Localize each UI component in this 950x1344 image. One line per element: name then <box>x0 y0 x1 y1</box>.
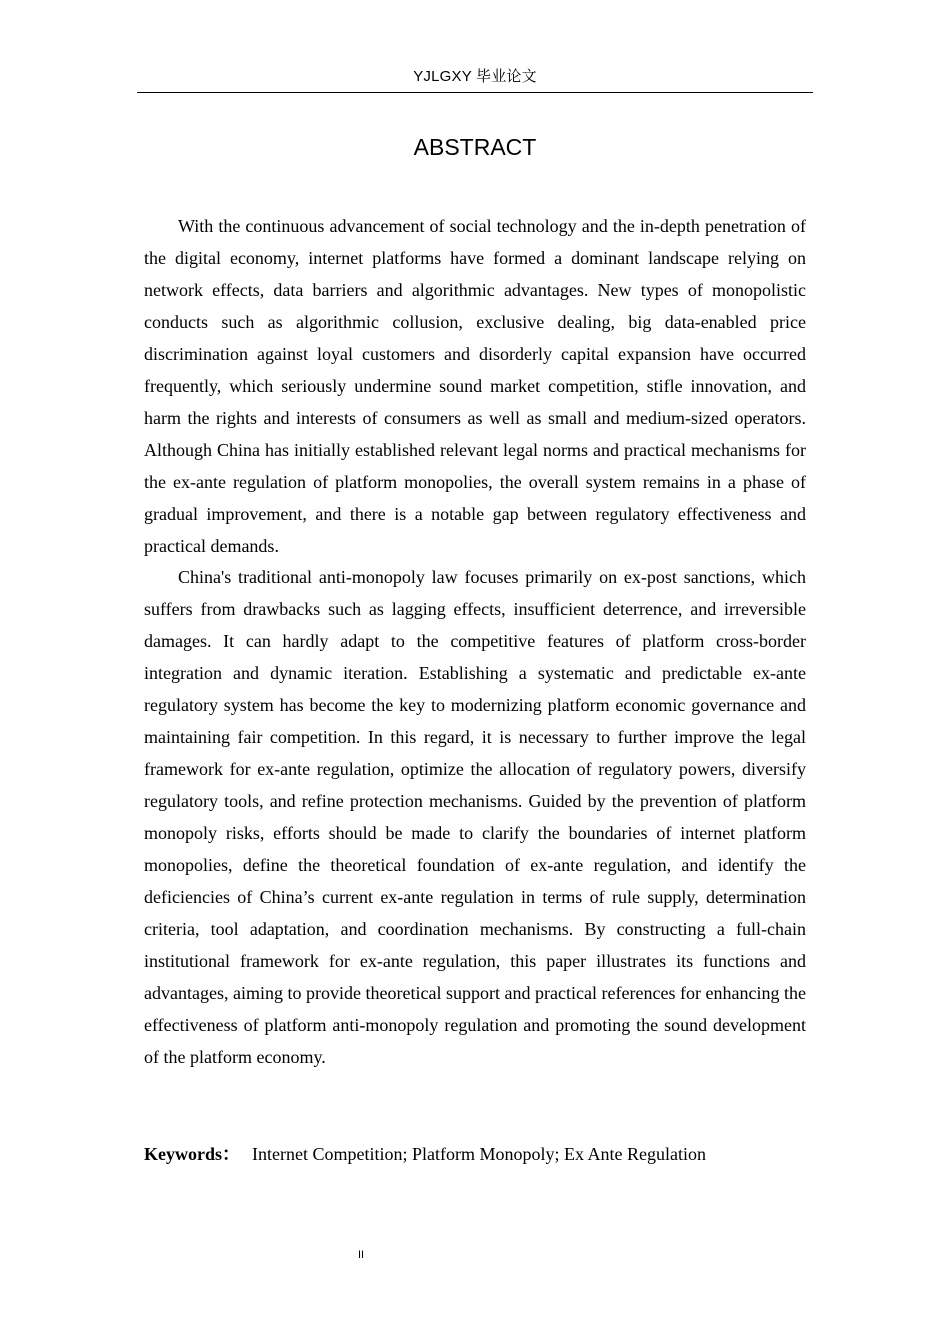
abstract-body <box>144 211 806 1074</box>
abstract-paragraph: China's traditional anti-monopoly law focuses primarily on ex-post sanctions, which suffers from drawbacks such as lagging effects, insufficient deterrence, and irreversible damages. It can hardly adapt to the competitive features of platform cross-border integration and dynamic iteration. Establishing a systematic and predictable ex-ante regulatory system has become the key to modernizing platform economic governance and maintaining fair competition. In this regard, it is necessary to further improve the legal framework for ex-ante regulation, optimize the allocation of regulatory powers, diversify regulatory tools, and refine protection mechanisms. Guided by the prevention of platform monopoly risks, efforts should be made to clarify the boundaries of internet platform monopolies, define the theoretical foundation of ex-ante regulation, and identify the deficiencies of China’s current ex-ante regulation in terms of rule supply, determination criteria, tool adaptation, and coordination mechanisms. By constructing a full-chain institutional framework for ex-ante regulation, this paper illustrates its functions and advantages, aiming to provide theoretical support and practical references for enhancing the effectiveness of platform anti-monopoly regulation and promoting the sound development of the platform economy. <box>144 567 806 1067</box>
header-divider <box>137 92 813 93</box>
abstract-paragraph: With the continuous advancement of social technology and the in-depth penetration of the digital economy, internet platforms have formed a dominant landscape relying on network effects, data barriers and algorithmic advantages. New types of monopolistic conducts such as algorithmic collusion, exclusive dealing, big data-enabled price discrimination against loyal customers and disorderly capital expansion have occurred frequently, which seriously undermine sound market competition, stifle innovation, and harm the rights and interests of consumers as well as small and medium-sized operators. Although China has initially established relevant legal norms and practical mechanisms for the ex-ante regulation of platform monopolies, the overall system remains in a phase of gradual improvement, and there is a notable gap between regulatory effectiveness and practical demands. <box>144 216 806 556</box>
keywords-separator: ： <box>222 1144 240 1164</box>
running-header: YJLGXY 毕业论文 <box>413 68 537 85</box>
keywords-line <box>144 1138 806 1170</box>
keywords-label: Keywords <box>144 1144 222 1164</box>
keywords-list: Internet Competition; Platform Monopoly; Ex Ante Regulation <box>252 1144 706 1164</box>
page-number: II <box>358 1249 365 1261</box>
abstract-title: ABSTRACT <box>413 134 537 161</box>
